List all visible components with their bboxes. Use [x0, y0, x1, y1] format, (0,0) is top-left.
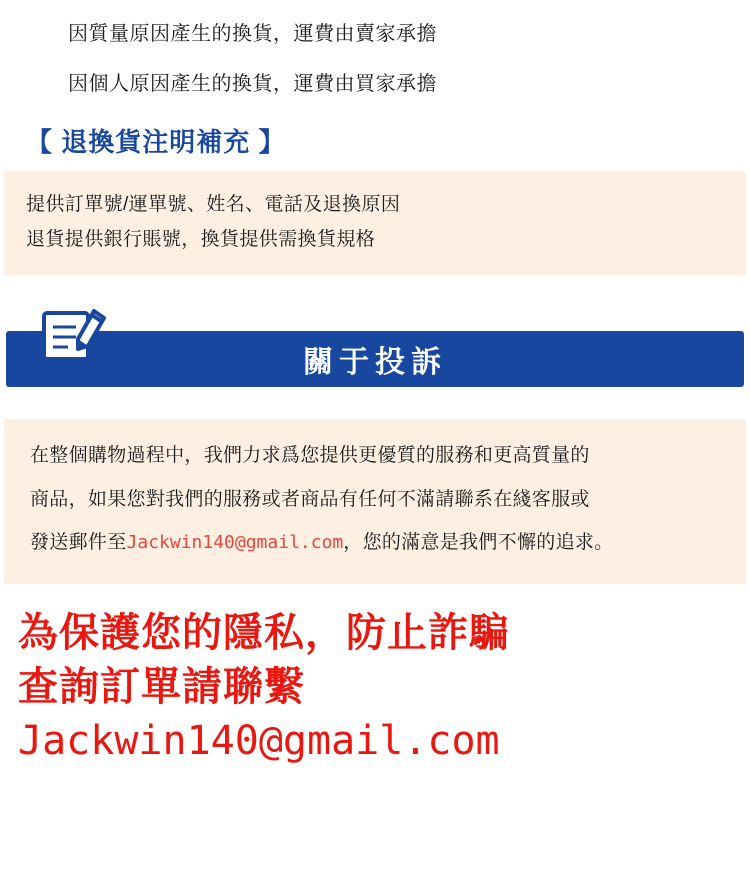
- complaint-banner-wrap: [0, 331, 750, 391]
- policy-line: 因個人原因產生的換貨，運費由買家承擔: [68, 73, 437, 95]
- complaint-banner-title: 關于投訴: [303, 346, 447, 380]
- complaint-info-box: [4, 419, 746, 583]
- warning-contact-email[interactable]: Jackwin140@gmail.com: [18, 717, 500, 764]
- complaint-paragraph: 商品，如果您對我們的服務或者商品有任何不滿請聯系在綫客服或: [30, 488, 590, 510]
- support-email-link[interactable]: Jackwin140@gmail.com: [126, 532, 344, 554]
- complaint-paragraph: 在整個購物過程中，我們力求爲您提供更優質的服務和更高質量的: [30, 445, 590, 467]
- notes-row: 退貨提供銀行賬號，換貨提供需換貨規格: [26, 229, 376, 251]
- privacy-warning-block: [0, 584, 750, 768]
- complaint-banner: [6, 331, 744, 387]
- complaint-paragraph-email-line: [30, 528, 720, 557]
- policy-line: 因質量原因產生的換貨，運費由賣家承擔: [68, 23, 437, 45]
- warning-line-1: 為保護您的隱私，防止詐騙: [18, 610, 510, 655]
- notes-info-box: [4, 171, 746, 275]
- complaint-email-suffix: ，您的滿意是我們不懈的追求。: [343, 532, 614, 554]
- notes-section-heading: 【 退換貨注明補充 】: [26, 127, 286, 157]
- warning-line-2: 查詢訂單請聯繫: [18, 664, 305, 709]
- pencil-note-icon: [38, 299, 106, 367]
- notes-row: 提供訂單號/運單號、姓名、電話及退換原因: [26, 194, 401, 215]
- return-policy-lines: [0, 0, 750, 100]
- complaint-email-prefix: 發送郵件至: [30, 532, 127, 554]
